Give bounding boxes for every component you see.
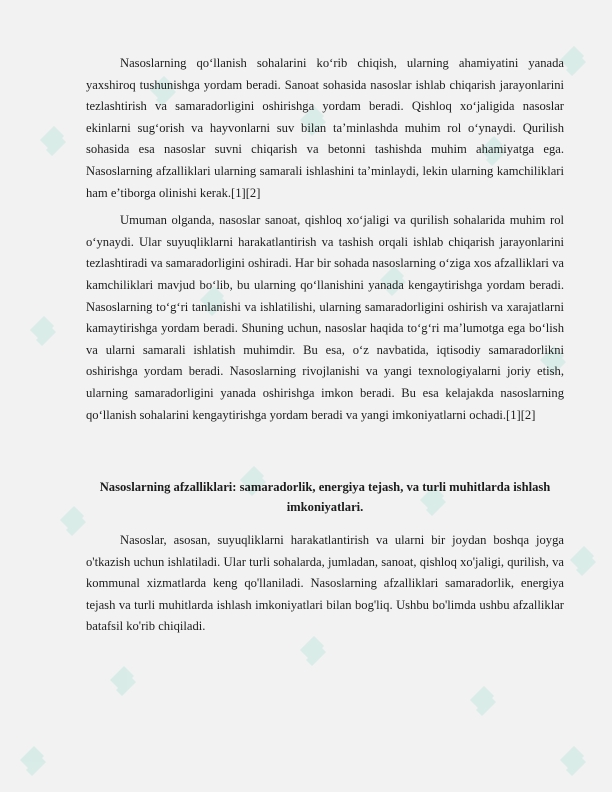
watermark-mark xyxy=(110,666,136,696)
watermark-mark xyxy=(300,636,326,666)
watermark-mark xyxy=(470,686,496,716)
watermark-mark xyxy=(30,316,56,346)
paragraph-3: Nasoslar, asosan, suyuqliklarni harakatlantirish va ularni bir joydan boshqa joyga o'tkazish uchun ishlatiladi. Ular turli sohalarda, jumladan, sanoat, qishloq xo'jaligi, qurilish, va kommunal xizmatlarda keng qo'llaniladi. Nasoslarning afzalliklari samaradorlik, energiya tejash va turli muhitlarda ishlash imkoniyatlari bilan bog'liq. Ushbu bo'limda ushbu afzalliklar batafsil ko'rib chiqiladi. xyxy=(86,533,564,634)
paragraph-1: Nasoslarning qo‘llanish sohalarini ko‘rib chiqish, ularning ahamiyatini yanada yaxshiroq tushunishga yordam beradi. Sanoat sohasida nasoslar ishlab chiqarish jarayonlarini tezlashtirish va samaradorligini oshirishga yordam beradi. Qishloq xo‘jaligida nasoslar ekinlarni sug‘orish va hayvonlarni suv bilan ta’minlashda muhim rol o‘ynaydi. Qurilish sohasida esa nasoslar suvni chiqarish va betonni tashishda muhim ahamiyatga ega. Nasoslarning afzalliklari ularning samarali ishlashini ta’minlaydi, lekin ularning kamchiliklari ham e’tiborga olinishi kerak.[1][2] xyxy=(86,56,564,200)
watermark-mark xyxy=(60,506,86,536)
watermark-mark xyxy=(20,746,46,776)
document-body xyxy=(86,53,564,638)
paragraph-2: Umuman olganda, nasoslar sanoat, qishloq xo‘jaligi va qurilish sohalarida muhim rol o‘ynaydi. Ular suyuqliklarni harakatlantirish va tashish orqali ishlab chiqarish jarayonlarini tezlashtiradi va samaradorligini oshiradi. Har bir sohada nasoslarning o‘ziga xos afzalliklari va kamchiliklari mavjud bo‘lib, bu ularning qo‘llanishini yanada kengaytirishga yordam beradi. Nasoslarning to‘g‘ri tanlanishi va ishlatilishi, ularning samaradorligini oshirish va xarajatlarni kamaytirishga yordam beradi. Shuning uchun, nasoslar haqida to‘g‘ri ma’lumotga ega bo‘lish va ularni samarali ishlatish muhimdir. Bu esa, o‘z navbatida, iqtisodiy samaradorlikni oshirishga yordam beradi. Nasoslarning rivojlanishi va yangi texnologiyalarni joriy etish, ularning samaradorligini yanada oshirishga imkon beradi. Bu esa kelajakda nasoslarning qo‘llanish sohalarini kengaytirishga yordam beradi va yangi imkoniyatlarni ochadi.[1][2] xyxy=(86,213,564,422)
section-heading: Nasoslarning afzalliklari: samaradorlik, energiya tejash, va turli muhitlarda ishlash imkoniyatlari. xyxy=(99,480,551,515)
watermark-mark xyxy=(560,746,586,776)
watermark-mark xyxy=(40,126,66,156)
watermark-mark xyxy=(570,546,596,576)
